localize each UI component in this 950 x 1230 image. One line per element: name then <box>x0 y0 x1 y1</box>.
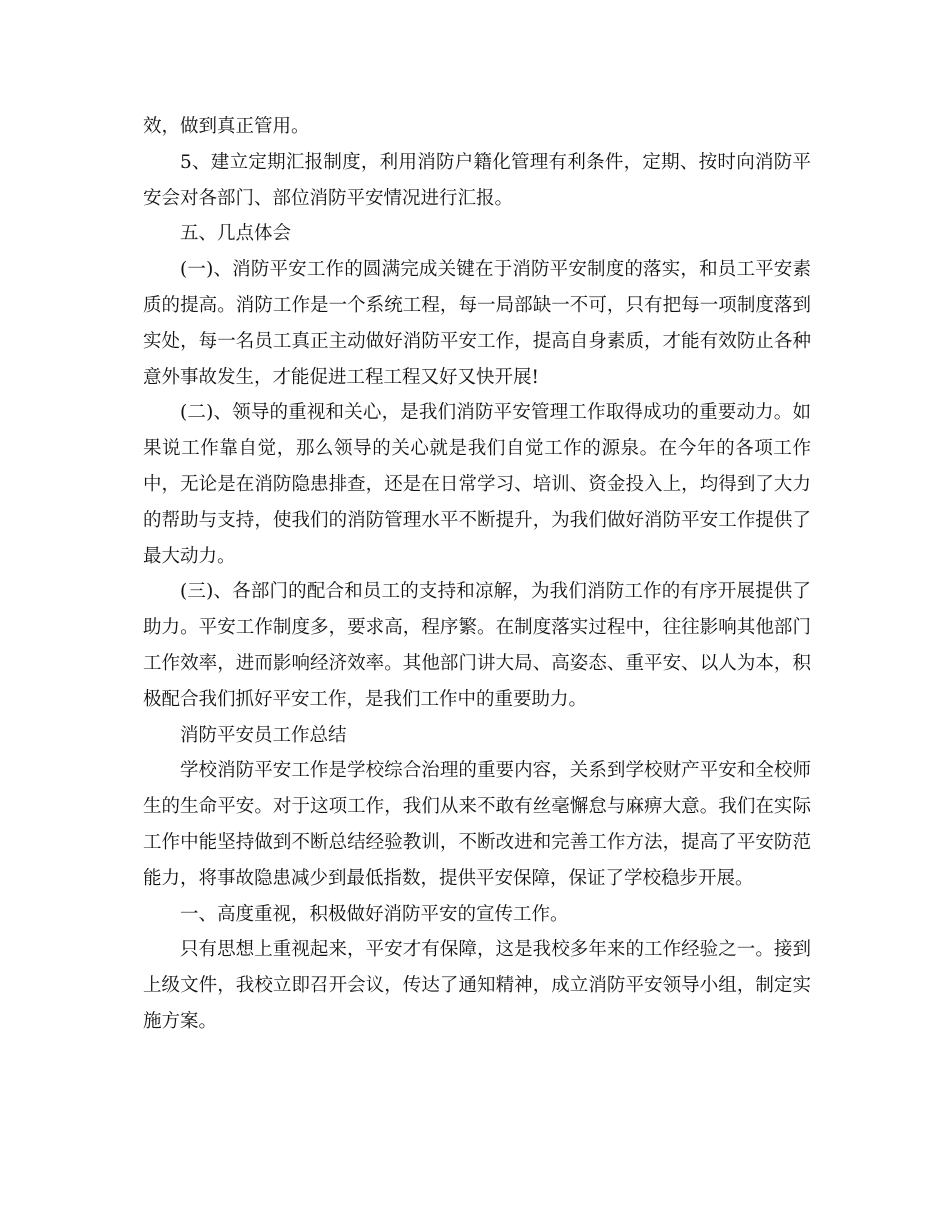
document-body <box>143 109 811 1040</box>
paragraph-item-5: 5、建立定期汇报制度，利用消防户籍化管理有利条件，定期、按时向消防平安会对各部门、部位消防平安情况进行汇报。 <box>143 151 811 209</box>
section-heading-one: 一、高度重视，积极做好消防平安的宣传工作。 <box>180 903 569 925</box>
paragraph-point-two: (二)、领导的重视和关心，是我们消防平安管理工作取得成功的重要动力。如果说工作靠自觉，那么领导的关心就是我们自觉工作的源泉。在今年的各项工作中，无论是在消防隐患排查，还是在日常学习、培训、资金投入上，均得到了大力的帮助与支持，使我们的消防管理水平不断提升，为我们做好消防平安工作提供了最大动力。 <box>143 402 811 567</box>
paragraph-section-one-body: 只有思想上重视起来，平安才有保障，这是我校多年来的工作经验之一。接到上级文件，我校立即召开会议，传达了通知精神，成立消防平安领导小组，制定实施方案。 <box>143 939 811 1032</box>
paragraph-point-one: (一)、消防平安工作的圆满完成关键在于消防平安制度的落实，和员工平安素质的提高。消防工作是一个系统工程，每一局部缺一不可，只有把每一项制度落到实处，每一名员工真正主动做好消防平安工作，提高自身素质，才能有效防止各种意外事故发生，才能促进工程工程又好又快开展! <box>143 259 811 388</box>
document-subtitle: 消防平安员工作总结 <box>180 724 347 746</box>
section-heading-five: 五、几点体会 <box>180 223 292 245</box>
paragraph-intro: 学校消防平安工作是学校综合治理的重要内容，关系到学校财产平安和全校师生的生命平安。对于这项工作，我们从来不敢有丝毫懈怠与麻痹大意。我们在实际工作中能坚持做到不断总结经验教训，不断改进和完善工作方法，提高了平安防范能力，将事故隐患减少到最低指数，提供平安保障，保证了学校稳步开展。 <box>143 760 811 889</box>
paragraph-continuation: 效，做到真正管用。 <box>143 116 310 137</box>
paragraph-point-three: (三)、各部门的配合和员工的支持和凉解，为我们消防工作的有序开展提供了助力。平安工作制度多，要求高，程序繁。在制度落实过程中，往往影响其他部门工作效率，进而影响经济效率。其他部门讲大局、高姿态、重平安、以人为本，积极配合我们抓好平安工作，是我们工作中的重要助力。 <box>143 581 811 710</box>
